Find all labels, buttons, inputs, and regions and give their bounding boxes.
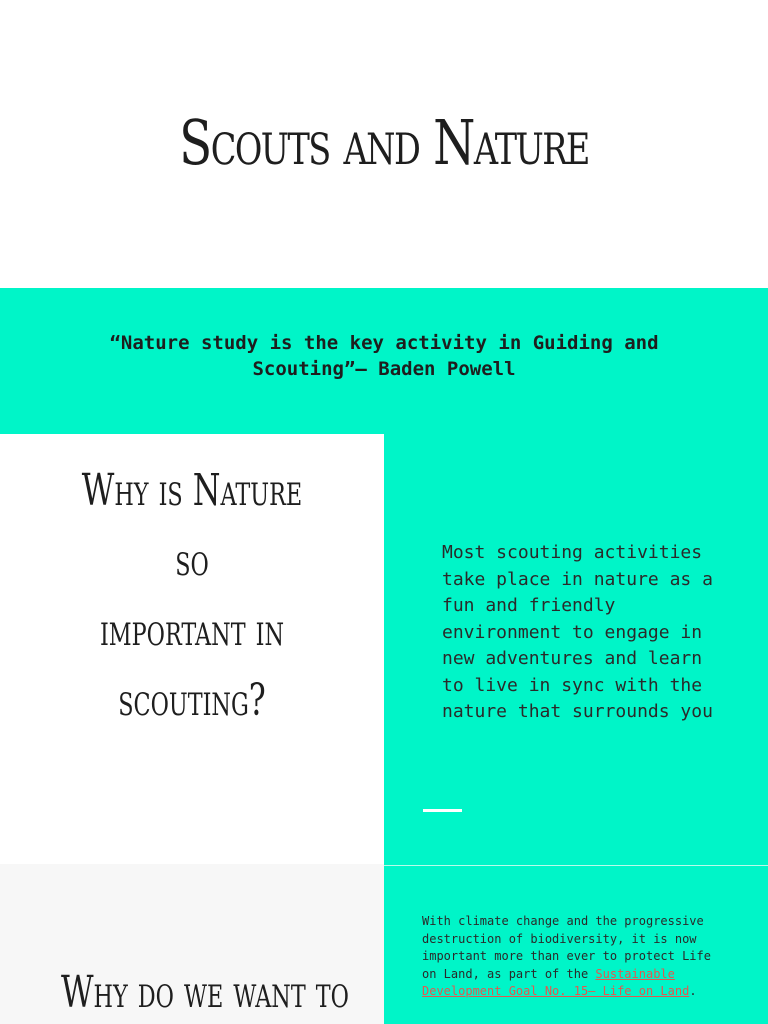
heading-line-3: scouting? [118, 675, 266, 726]
paragraph-line: new adventures and learn [442, 648, 703, 669]
paragraph-line: nature that surrounds you [442, 701, 713, 722]
paragraph-line: Most scouting activities [442, 542, 703, 563]
quote-text [40, 330, 728, 382]
section-heading-why-nature [61, 456, 323, 736]
quote-band [0, 288, 768, 434]
end-punctuation: . [689, 984, 697, 999]
sdg-link-line-2[interactable]: Development Goal No. 15– Life on Land [422, 984, 690, 999]
paragraph-line: on Land, as part of the [422, 966, 596, 981]
sdg-link-line-1[interactable]: Sustainable [595, 966, 675, 981]
section-paragraph-climate [422, 913, 742, 1001]
section-paragraph-why-nature [442, 540, 742, 726]
paragraph-line: fun and friendly [442, 595, 616, 616]
page-title: Scouts and Nature [179, 106, 589, 179]
quote-line-2: Scouting”– Baden Powell [252, 358, 516, 380]
paragraph-line: With climate change and the progressive [422, 914, 704, 928]
paragraph-line: to live in sync with the [442, 674, 703, 696]
accent-dash [423, 809, 462, 812]
title-section [0, 0, 768, 288]
heading-line-2: important in [99, 605, 285, 656]
quote-line-1: “Nature study is the key activity in Guiding and [109, 332, 659, 354]
paragraph-line: important more than ever to protect Life [422, 949, 711, 964]
paragraph-line: environment to engage in [442, 621, 703, 643]
paragraph-line: destruction of biodiversity, it is now [422, 931, 697, 946]
paragraph-line: take place in nature as a [442, 568, 713, 590]
section-heading-why-protect: Why do we want to [60, 967, 349, 1018]
heading-line-1: Why is Nature so [81, 465, 303, 586]
